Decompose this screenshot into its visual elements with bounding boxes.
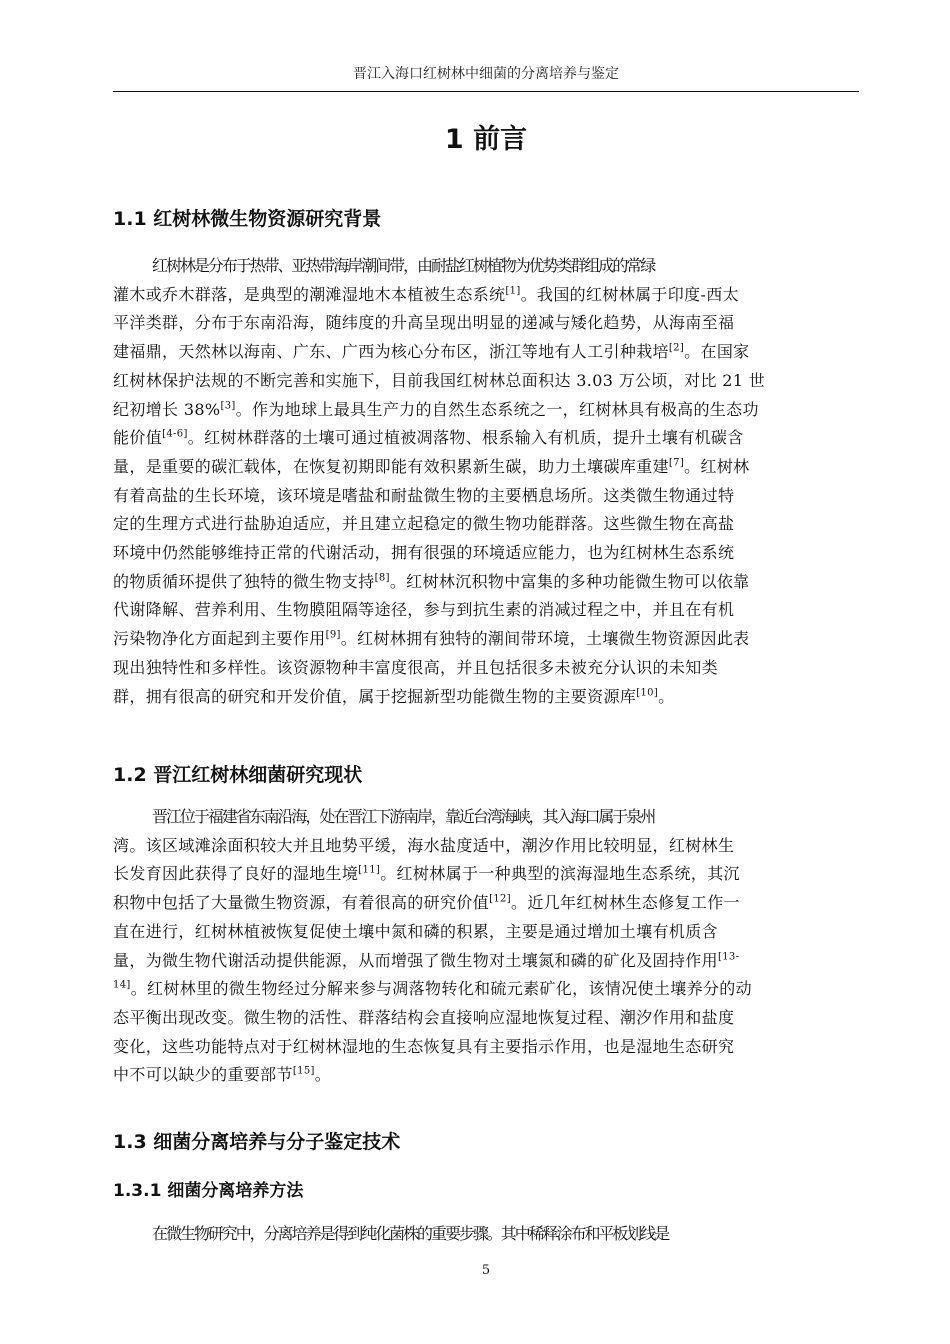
subsection-heading-1-3-1: 1.3.1 细菌分离培养方法 [113,1181,304,1201]
header-divider [113,91,859,92]
paragraph-line: 晋江位于福建省东南沿海，处在晋江下游南岸，靠近台湾海峡，其入海口属于泉州 [152,807,655,826]
running-header: 晋江入海口红树林中细菌的分离培养与鉴定 [353,66,619,82]
paragraph-line: 污染物净化方面起到主要作用[9]。红树林拥有独特的潮间带环境，土壤微生物资源因此表 [113,629,750,649]
paragraph-line: 有着高盐的生长环境，该环境是嗜盐和耐盐微生物的主要栖息场所。这类微生物通过特 [113,485,735,505]
paragraph-line: 直在进行，红树林植被恢复促使土壤中氮和磷的积累，主要是通过增加土壤有机质含 [113,921,718,941]
paragraph-line: 建福鼎，天然林以海南、广东、广西为核心分布区，浙江等地有人工引种栽培[2]。在国家 [113,342,750,362]
paragraph-1-2 [113,803,859,1090]
paragraph-line: 红树林保护法规的不断完善和实施下，目前我国红树林总面积达 3.03 万公顷，对比 21 世 [113,370,766,390]
paragraph-line: 红树林是分布于热带、亚热带海岸潮间带，由耐盐红树植物为优势类群组成的常绿 [152,256,655,275]
citation-marker: 14] [113,979,131,991]
citation-marker: [13- [717,951,740,963]
citation-marker: [12] [489,893,511,905]
citation-marker: [15] [292,1066,315,1077]
paragraph-1-3-1 [113,1220,859,1249]
paragraph-line: 定的生理方式进行盐胁迫适应，并且建立起稳定的微生物功能群落。这些微生物在高盐 [113,514,735,534]
section-heading-1-3: 1.3 细菌分离培养与分子鉴定技术 [113,1131,401,1153]
citation-marker: [4-6] [162,428,188,440]
paragraph-line: 在微生物研究中，分离培养是得到纯化菌株的重要步骤。其中稀释涂布和平板划线是 [152,1224,669,1243]
paragraph-line: 纪初增长 38%[3]。作为地球上最具生产力的自然生态系统之一，红树林具有极高的生态功 [113,399,759,419]
citation-marker: [8] [374,572,390,584]
paragraph-line: 长发育因此获得了良好的湿地生境[11]。红树林属于一种典型的滨海湿地生态系统，其沉 [113,864,740,884]
paragraph-1-1 [113,252,859,711]
paragraph-line: 量，为微生物代谢活动提供能源，从而增强了微生物对土壤氮和磷的矿化及固持作用$^{[13-}$ [113,950,740,970]
paragraph-line: 积物中包括了大量微生物资源，有着很高的研究价值[12]。近几年红树林生态修复工作一 [113,893,740,913]
citation-marker: [7] [668,457,685,469]
paragraph-line: 环境中仍然能够维持正常的代谢活动，拥有很强的环境适应能力，也为红树林生态系统 [113,543,735,563]
citation-marker: [3] [220,400,236,412]
paragraph-line: 现出独特性和多样性。该资源物种丰富度很高，并且包括很多未被充分认识的未知类 [113,657,718,677]
paragraph-line: 变化，这些功能特点对于红树林湿地的生态恢复具有主要指示作用，也是湿地生态研究 [113,1036,735,1056]
citation-marker: [9] [325,629,341,641]
chapter-title: 1 前言 [444,124,528,155]
paragraph-line: 的物质循环提供了独特的微生物支持[8]。红树林沉积物中富集的多种功能微生物可以依靠 [113,571,750,591]
citation-marker: [11] [358,865,381,877]
citation-marker: [1] [505,285,521,297]
citation-marker: [2] [668,342,685,354]
paragraph-line: 湾。该区域滩涂面积较大并且地势平缓，海水盐度适中，潮汐作用比较明显，红树林生 [113,835,735,855]
paragraph-line: 灌木或乔木群落，是典型的潮滩湿地木本植被生态系统[1]。我国的红树林属于印度-西太 [113,284,739,304]
paragraph-line: 能价值[4-6]。红树林群落的土壤可通过植被凋落物、根系输入有机质，提升土壤有机碳含 [113,428,744,448]
paragraph-line: 态平衡出现改变。微生物的活性、群落结构会直接响应湿地恢复过程、潮汐作用和盐度 [113,1007,735,1027]
paragraph-line: 代谢降解、营养利用、生物膜阻隔等途径，参与到抗生素的消减过程之中，并且在有机 [113,600,735,620]
paragraph-line: 平洋类群，分布于东南沿海，随纬度的升高呈现出明显的递减与矮化趋势，从海南至福 [113,313,735,333]
paragraph-line: 量，是重要的碳汇载体，在恢复初期即能有效积累新生碳，助力土壤碳库重建[7]。红树林 [113,456,750,476]
page-number: 5 [481,1263,491,1278]
paragraph-line: 中不可以缺少的重要部节[15]。 [113,1065,332,1085]
citation-marker: [10] [636,687,659,699]
paragraph-line: 群，拥有很高的研究和开发价值，属于挖掘新型功能微生物的主要资源库[10]。 [113,686,675,706]
paragraph-line: $^{14]}$。红树林里的微生物经过分解来参与凋落物转化和硫元素矿化，该情况使土壤养分的动 [113,979,752,999]
section-heading-1-1: 1.1 红树林微生物资源研究背景 [113,208,382,230]
section-heading-1-2: 1.2 晋江红树林细菌研究现状 [113,764,363,786]
